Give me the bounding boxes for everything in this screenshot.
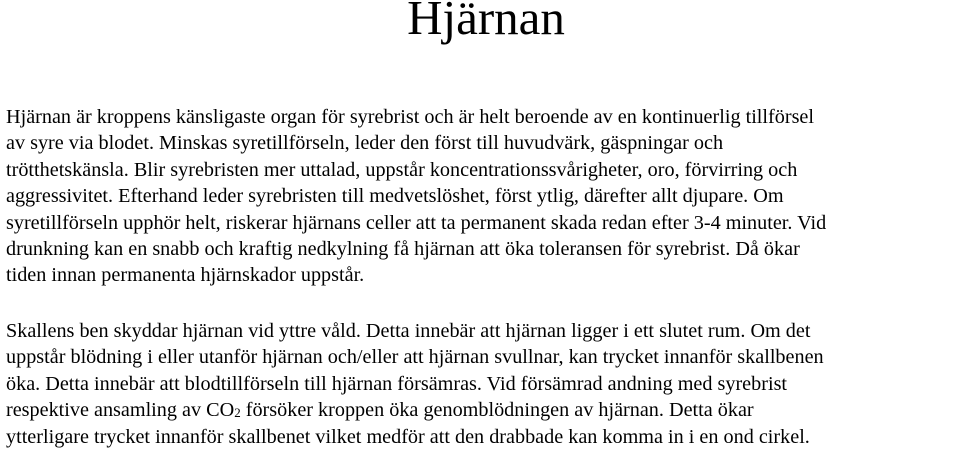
paragraph-line: aggressivitet. Efterhand leder syrebristen till medvetslöshet, först ytlig, därefter allt djupare. Om	[6, 185, 784, 208]
paragraph-line: ytterligare trycket innanför skallbenet vilket medför att den drabbade kan komma in i en ond cirkel.	[6, 425, 810, 448]
co2-subscript: 2	[234, 405, 241, 421]
paragraph-line: Skallens ben skyddar hjärnan vid yttre våld. Detta innebär att hjärnan ligger i ett slutet rum. Om det	[6, 320, 811, 342]
paragraph-line: trötthetskänsla. Blir syrebristen mer uttalad, uppstår koncentrationssvårigheter, oro, förvirring och	[6, 158, 798, 181]
paragraph-line: drunkning kan en snabb och kraftig nedkylning få hjärnan att öka toleransen för syrebrist. Då ökar	[6, 238, 800, 261]
co2-text-before: respektive ansamling av CO	[6, 399, 235, 422]
paragraph-line-co2	[6, 397, 951, 423]
paragraph-line: tiden innan permanenta hjärnskador uppstår.	[6, 264, 365, 287]
paragraph-line: uppstår blödning i eller utanför hjärnan och/eller att hjärnan svullnar, kan trycket innanför skallbenen	[6, 346, 824, 369]
paragraph-brain-oxygen	[6, 104, 951, 289]
paragraph-line: av syre via blodet. Minskas syretillförseln, leder den först till huvudvärk, gäspningar och	[6, 132, 724, 155]
paragraph-line: syretillförseln upphör helt, riskerar hjärnans celler att ta permanent skada redan efter 3-4 minuter. Vid	[6, 211, 827, 234]
paragraph-line: öka. Detta innebär att blodtillförseln till hjärnan försämras. Vid försämrad andning med syrebrist	[6, 372, 788, 395]
paragraph-line: Hjärnan är kroppens känsligaste organ för syrebrist och är helt beroende av en kontinuerlig tillförsel	[6, 106, 814, 128]
paragraph-skull-protection	[6, 318, 951, 450]
page-title: Hjärnan	[407, 0, 565, 45]
co2-text-after: försöker kroppen öka genomblödningen av hjärnan. Detta ökar	[240, 399, 754, 422]
